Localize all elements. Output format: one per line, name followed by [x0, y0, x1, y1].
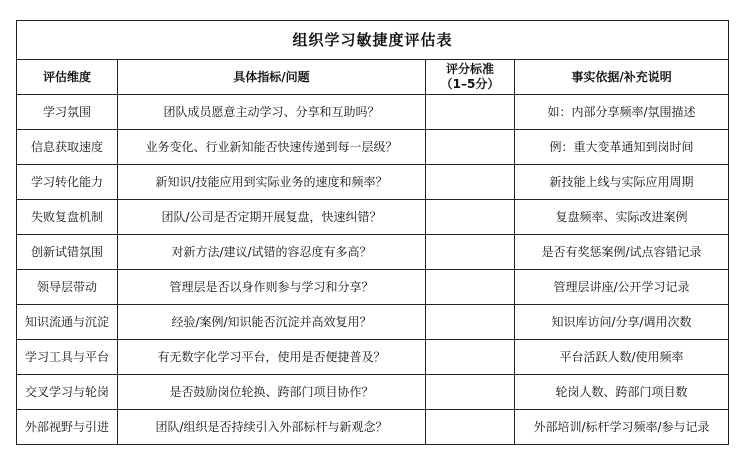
cell-indicator: 管理层是否以身作则参与学习和分享？	[118, 270, 426, 305]
cell-indicator: 新知识/技能应用到实际业务的速度和频率？	[118, 165, 426, 200]
cell-evidence: 轮岗人数、跨部门项目数	[515, 375, 729, 410]
cell-score[interactable]	[426, 200, 515, 235]
table-row	[17, 235, 729, 270]
cell-dimension: 学习工具与平台	[17, 340, 118, 375]
cell-evidence: 复盘频率、实际改进案例	[515, 200, 729, 235]
cell-evidence: 例：重大变革通知到岗时间	[515, 130, 729, 165]
header-score	[426, 60, 515, 95]
cell-indicator: 有无数字化学习平台，使用是否便捷普及？	[118, 340, 426, 375]
cell-evidence: 管理层讲座/公开学习记录	[515, 270, 729, 305]
table-row	[17, 95, 729, 130]
cell-dimension: 外部视野与引进	[17, 410, 118, 445]
cell-indicator: 是否鼓励岗位轮换、跨部门项目协作？	[118, 375, 426, 410]
header-score-line1: 评分标准	[445, 62, 494, 76]
cell-score[interactable]	[426, 305, 515, 340]
cell-evidence: 是否有奖惩案例/试点容错记录	[515, 235, 729, 270]
cell-indicator: 对新方法/建议/试错的容忍度有多高？	[118, 235, 426, 270]
cell-indicator: 业务变化、行业新知能否快速传递到每一层级？	[118, 130, 426, 165]
cell-dimension: 领导层带动	[17, 270, 118, 305]
cell-indicator: 团队/组织是否持续引入外部标杆与新观念？	[118, 410, 426, 445]
header-evidence: 事实依据/补充说明	[515, 60, 729, 95]
cell-evidence: 外部培训/标杆学习频率/参与记录	[515, 410, 729, 445]
cell-score[interactable]	[426, 130, 515, 165]
table-row	[17, 130, 729, 165]
table-row	[17, 305, 729, 340]
assessment-table	[16, 20, 729, 445]
cell-dimension: 交叉学习与轮岗	[17, 375, 118, 410]
cell-dimension: 信息获取速度	[17, 130, 118, 165]
cell-score[interactable]	[426, 375, 515, 410]
table-row	[17, 165, 729, 200]
cell-score[interactable]	[426, 270, 515, 305]
cell-evidence: 平台活跃人数/使用频率	[515, 340, 729, 375]
cell-evidence: 如：内部分享频率/氛围描述	[515, 95, 729, 130]
cell-score[interactable]	[426, 95, 515, 130]
assessment-sheet	[16, 20, 728, 445]
cell-indicator: 团队/公司是否定期开展复盘，快速纠错？	[118, 200, 426, 235]
cell-score[interactable]	[426, 235, 515, 270]
cell-indicator: 经验/案例/知识能否沉淀并高效复用？	[118, 305, 426, 340]
cell-score[interactable]	[426, 410, 515, 445]
cell-dimension: 创新试错氛围	[17, 235, 118, 270]
table-title: 组织学习敏捷度评估表	[17, 21, 729, 60]
cell-indicator: 团队成员愿意主动学习、分享和互助吗？	[118, 95, 426, 130]
cell-dimension: 失败复盘机制	[17, 200, 118, 235]
header-score-line2: （1–5分）	[440, 77, 500, 91]
table-row	[17, 410, 729, 445]
table-row	[17, 200, 729, 235]
cell-score[interactable]	[426, 340, 515, 375]
cell-score[interactable]	[426, 165, 515, 200]
table-row	[17, 375, 729, 410]
header-indicator: 具体指标/问题	[118, 60, 426, 95]
header-row	[17, 60, 729, 95]
cell-dimension: 学习转化能力	[17, 165, 118, 200]
table-row	[17, 340, 729, 375]
cell-evidence: 新技能上线与实际应用周期	[515, 165, 729, 200]
cell-dimension: 学习氛围	[17, 95, 118, 130]
header-dimension: 评估维度	[17, 60, 118, 95]
cell-dimension: 知识流通与沉淀	[17, 305, 118, 340]
table-row	[17, 270, 729, 305]
cell-evidence: 知识库访问/分享/调用次数	[515, 305, 729, 340]
